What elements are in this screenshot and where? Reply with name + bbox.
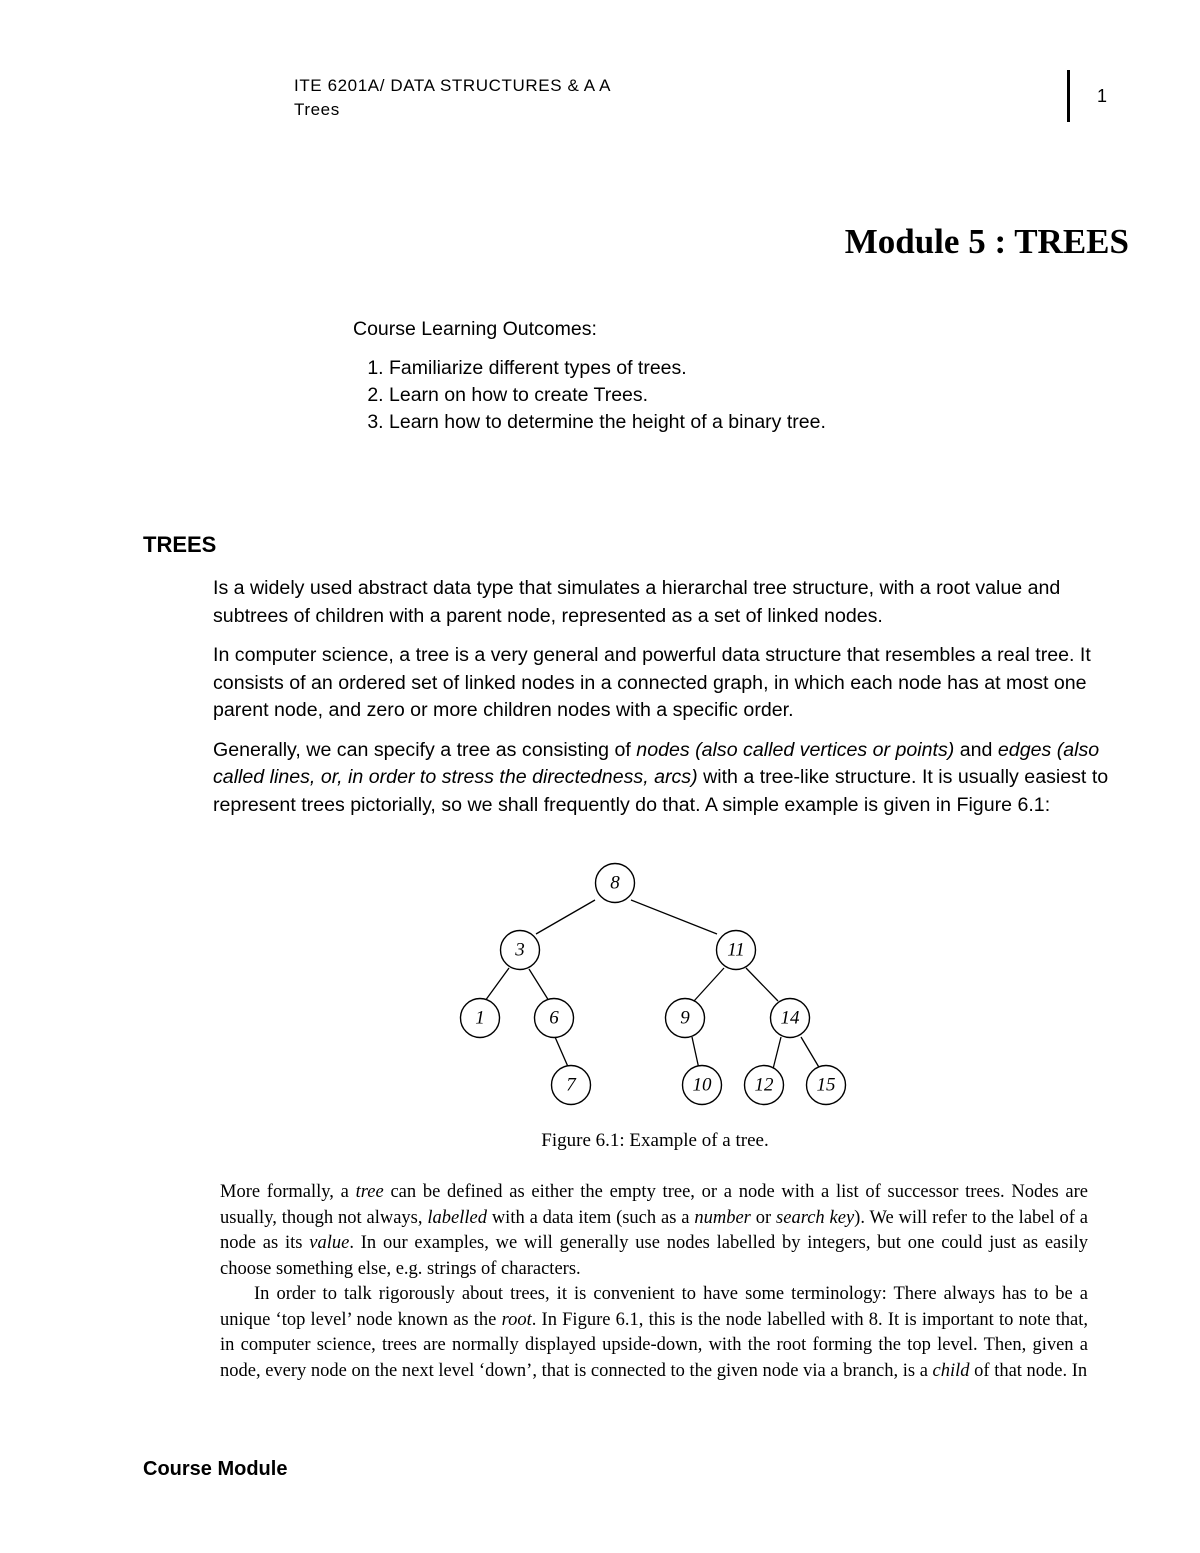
page-footer: Course Module — [143, 1458, 288, 1480]
text-run: . In our examples, we will generally use nodes labelled by integers, but one could just as easily choose something else, e.g. strings of characters. — [220, 1233, 1088, 1279]
edge — [746, 968, 778, 1001]
textbook-excerpt — [220, 1180, 1088, 1384]
running-header — [294, 74, 611, 122]
edge — [536, 900, 595, 934]
edge — [631, 900, 717, 934]
tree-node-label: 14 — [780, 1007, 800, 1029]
paragraph — [213, 737, 1118, 820]
text-run: can be defined as either the empty tree, or a node with a list of successor trees. Nodes are usually, though not always, — [220, 1182, 1088, 1228]
header-course: ITE 6201A/ DATA STRUCTURES & A A — [294, 76, 612, 95]
body-text — [213, 575, 1118, 831]
edge — [555, 1037, 569, 1069]
paragraph — [220, 1180, 1088, 1282]
text-run: . In Figure 6.1, this is the node labelled with 8. It is important to note that, in computer science, trees are normally displayed upside-down, with the root forming the top level. Then, given a node, every node on the next level ‘down’, that is connected to the given node via a branch, is a — [220, 1309, 1088, 1381]
italic-term: nodes (also called vertices or points) — [636, 738, 955, 761]
text-run: In order to talk rigorously about trees, it is convenient to have some terminology: There always has to be a unique ‘top level’ node known as the — [220, 1284, 1088, 1330]
tree-figure — [440, 855, 870, 1115]
tree-node-label: 15 — [816, 1074, 836, 1096]
italic-term: labelled — [427, 1207, 487, 1228]
header-divider — [1067, 70, 1070, 122]
list-item: 2. Learn on how to create Trees. — [389, 382, 826, 409]
text-run: or — [750, 1207, 777, 1228]
list-item: 1. Familiarize different types of trees. — [389, 355, 826, 382]
tree-node-label: 8 — [610, 872, 620, 894]
text-run: with a data item (such as a — [486, 1207, 695, 1228]
tree-node-label: 11 — [727, 939, 745, 961]
page-title: Module 5 : TREES — [844, 222, 1129, 261]
text-run: ). We will refer to the label of a node as its — [220, 1207, 1088, 1253]
header-topic: Trees — [294, 100, 340, 119]
tree-node-label: 10 — [692, 1074, 712, 1096]
italic-term: root — [501, 1309, 532, 1330]
paragraph — [220, 1282, 1088, 1384]
edge — [485, 968, 509, 1001]
edge — [529, 969, 549, 1001]
text-run: with a tree-like structure. It is usually easiest to represent trees pictorially, so we shall frequently do that. A simple example is given in Figure 6.1: — [213, 766, 1109, 816]
tree-node-label: 1 — [475, 1007, 485, 1029]
edge — [694, 968, 724, 1001]
paragraph: Is a widely used abstract data type that simulates a hierarchal tree structure, with a root value and subtrees of children with a parent node, represented as a set of linked nodes. — [213, 577, 1061, 627]
italic-term: value — [309, 1233, 350, 1253]
text-run: Generally, we can specify a tree as consisting of — [213, 738, 637, 761]
learning-outcomes-list — [353, 355, 826, 436]
tree-node-label: 9 — [680, 1007, 690, 1029]
edge — [801, 1037, 820, 1069]
edge — [692, 1037, 699, 1069]
tree-node-label: 6 — [549, 1007, 559, 1029]
tree-edges — [485, 900, 820, 1069]
paragraph: In computer science, a tree is a very general and powerful data structure that resembles a real tree. It consists of an ordered set of linked nodes in a connected graph, in which each node has at most one parent node, and zero or more children nodes with a specific order. — [213, 644, 1091, 721]
learning-outcomes — [353, 316, 826, 436]
section-heading: TREES — [143, 532, 217, 557]
page-number: 1 — [1097, 86, 1108, 106]
tree-node-label: 3 — [515, 939, 525, 961]
figure-caption: Figure 6.1: Example of a tree. — [541, 1130, 769, 1151]
italic-term: search key — [776, 1207, 855, 1228]
list-item: 3. Learn how to determine the height of a binary tree. — [389, 409, 826, 436]
tree-node-label: 7 — [566, 1074, 576, 1096]
italic-term: tree — [355, 1182, 384, 1202]
italic-term: number — [694, 1207, 751, 1228]
italic-term: child — [932, 1360, 970, 1381]
text-run: and — [954, 738, 998, 761]
learning-outcomes-heading: Course Learning Outcomes: — [353, 318, 597, 340]
italic-term: edges (also called lines, or, in order to stress the directedness, arcs) — [213, 738, 1100, 788]
edge — [773, 1037, 781, 1069]
tree-node-label: 12 — [754, 1074, 774, 1096]
text-run: of that node. In — [969, 1360, 1088, 1381]
text-run: More formally, a — [220, 1182, 356, 1202]
